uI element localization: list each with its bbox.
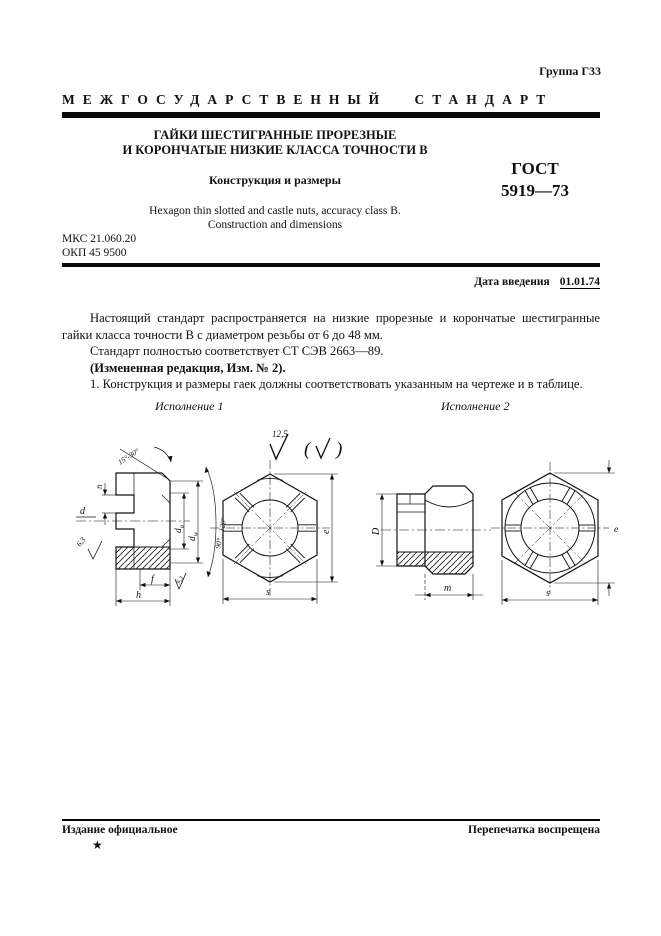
classification-codes: [62, 232, 136, 260]
dim-da-label: $d_a$: [174, 525, 186, 533]
title-ru-line1: ГАЙКИ ШЕСТИГРАННЫЕ ПРОРЕЗНЫЕ: [153, 128, 397, 142]
dim-dw-label: $d_w$: [188, 531, 200, 541]
paren-open: (: [304, 439, 311, 460]
arrowhead: [330, 474, 334, 480]
arrowhead: [502, 598, 508, 602]
arrowhead: [103, 490, 107, 496]
dim-d-label: d: [80, 506, 85, 517]
arrowhead: [607, 468, 611, 474]
introduction-date: [474, 276, 600, 288]
title-ru-line2: И КОРОНЧАТЫЕ НИЗКИЕ КЛАССА ТОЧНОСТИ В: [122, 143, 428, 157]
section-hatch: [397, 552, 473, 574]
mks-code: МКС 21.060.20: [62, 233, 137, 245]
chamfer-angle-label: 15°-30°: [116, 446, 141, 467]
paragraph-clause1: 1. Конструкция и размеры гаек должны соответствовать указанным на чертеже и в таблице.: [90, 377, 583, 391]
dim-s-label: s: [266, 587, 270, 598]
introduction-date-value: 01.01.74: [559, 276, 600, 288]
footer-reprint-notice: Перепечатка воспрещена: [468, 824, 600, 836]
dim-e-label: e: [614, 525, 619, 535]
arrowhead: [182, 544, 186, 550]
facet-arc: [425, 500, 473, 507]
drawing-castle-nut-side: [355, 458, 505, 608]
arrowhead: [330, 577, 334, 583]
dim-n-label: n: [94, 484, 104, 489]
drawing-castle-nut-face: [487, 450, 627, 615]
roughness-63-label: 6,3: [74, 535, 88, 549]
subtitle-ru: Конструкция и размеры: [209, 173, 341, 187]
arrowhead: [468, 593, 474, 597]
okp-code: ОКП 45 9500: [62, 247, 127, 259]
arrowhead: [380, 561, 384, 567]
angle-arc: [154, 447, 171, 462]
group-label: Группа Г33: [539, 64, 601, 78]
introduction-date-label: Дата введения: [474, 276, 550, 288]
standard-code: [470, 158, 600, 202]
section-hatch: [116, 547, 170, 569]
paren-close: ): [336, 439, 343, 460]
dim-f-label: f: [151, 574, 154, 585]
variant1-label: Исполнение 1: [155, 399, 224, 413]
body-text: [62, 310, 600, 393]
countersink-angle-label: 90°…120°: [213, 516, 228, 550]
arrowhead: [380, 494, 384, 500]
drawing-slotted-nut-face: [208, 452, 343, 614]
paragraph-scope: Настоящий стандарт распространяется на низкие прорезные и корончатые шестигранные гайки класса точности В с диаметром резьбы от 6 до 48 мм.: [62, 311, 600, 342]
dim-e-label: e: [321, 529, 332, 534]
section-rule: [62, 263, 600, 267]
arrowhead: [196, 481, 200, 487]
title-en-line2: Construction and dimensions: [207, 219, 343, 231]
arrowhead: [196, 558, 200, 564]
variant2-label: Исполнение 2: [441, 399, 510, 413]
title-en-line1: Hexagon thin slotted and castle nuts, accuracy class B.: [149, 205, 401, 217]
chamfer-line: [162, 495, 170, 503]
title-en: [70, 204, 480, 232]
arrowhead: [223, 597, 229, 601]
arrowhead: [165, 599, 171, 603]
arrowhead: [593, 598, 599, 602]
arrowhead: [140, 583, 146, 587]
arrowhead: [116, 599, 122, 603]
arrowhead: [103, 513, 107, 519]
roughness-63-label: 6,3: [175, 575, 186, 586]
arrowhead: [165, 583, 171, 587]
drawing-slotted-nut-section: [58, 443, 228, 621]
paragraph-revision: (Измененная редакция, Изм. № 2).: [90, 360, 286, 375]
arrowhead: [312, 597, 318, 601]
roughness-value: 12,5: [272, 429, 288, 439]
standard-code-line1: ГОСТ: [511, 159, 559, 178]
dim-h-label: h: [136, 590, 141, 601]
dim-m-label: m: [444, 583, 452, 594]
header-rule: [62, 112, 600, 118]
paragraph-sev: Стандарт полностью соответствует СТ СЭВ 2663—89.: [90, 344, 384, 358]
footer-rule: [62, 819, 600, 821]
standard-type-heading: МЕЖГОСУДАРСТВЕННЫЙ СТАНДАРТ: [62, 92, 554, 107]
dim-s-label: s: [546, 588, 550, 599]
footnote-star: ★: [92, 838, 103, 852]
check-icon: [88, 541, 102, 559]
title-block: [70, 128, 480, 232]
standard-code-line2: 5919—73: [501, 181, 569, 200]
chamfer-line: [162, 539, 170, 547]
arrowhead: [425, 593, 431, 597]
dim-D-label: D: [371, 527, 382, 535]
arrowhead: [182, 493, 186, 499]
footer-official-edition: Издание официальное: [62, 824, 178, 836]
arrowhead: [607, 583, 611, 589]
arrowhead: [168, 456, 173, 462]
